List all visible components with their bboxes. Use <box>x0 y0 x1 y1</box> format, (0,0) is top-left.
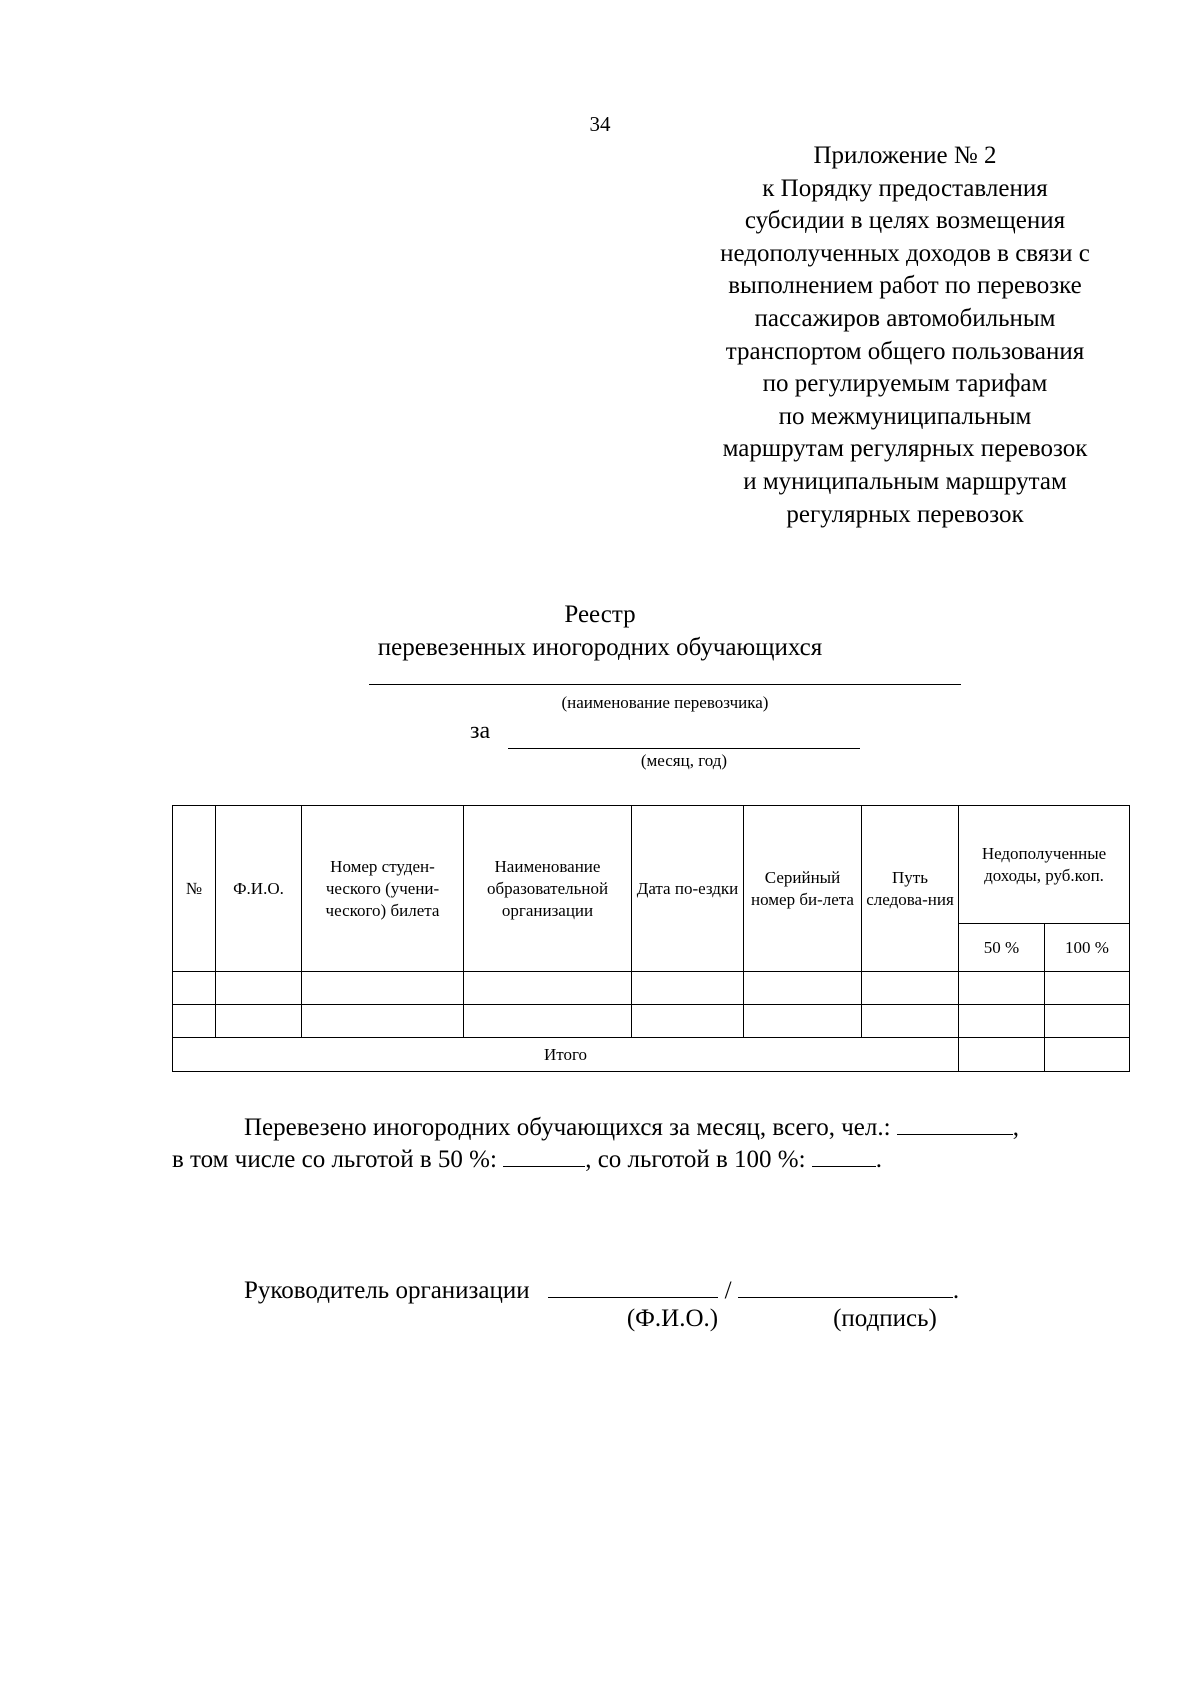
signature-line <box>244 1275 959 1305</box>
table-cell[interactable] <box>173 972 216 1005</box>
registry-table <box>172 805 1130 1072</box>
period-label: за <box>470 718 491 744</box>
table-cell[interactable] <box>862 1005 959 1038</box>
table-header-row <box>173 806 1130 924</box>
appendix-line: к Порядку предоставления <box>762 174 1048 202</box>
summary-line-2 <box>172 1144 1129 1176</box>
page-number: 34 <box>589 112 611 136</box>
fio-blank[interactable] <box>548 1275 718 1298</box>
summary-comma: , <box>1012 1114 1020 1141</box>
signature-label: Руководитель организации <box>244 1277 530 1304</box>
summary-period: . <box>875 1146 883 1173</box>
table-cell[interactable] <box>173 1005 216 1038</box>
total-count-blank[interactable] <box>897 1112 1013 1135</box>
count-50-blank[interactable] <box>503 1144 585 1167</box>
header-fio: Ф.И.О. <box>216 806 302 972</box>
table-cell[interactable] <box>632 1005 744 1038</box>
fio-caption: (Ф.И.О.) <box>626 1305 719 1332</box>
sign-blank[interactable] <box>738 1275 953 1298</box>
appendix-line: пассажиров автомобильным <box>754 304 1056 332</box>
header-date: Дата по-ездки <box>632 806 744 972</box>
appendix-block <box>670 140 1140 531</box>
appendix-line: выполнением работ по перевозке <box>728 272 1082 300</box>
table-cell[interactable] <box>632 972 744 1005</box>
carrier-caption: (наименование перевозчика) <box>561 693 769 712</box>
carrier-name-blank[interactable] <box>369 684 961 685</box>
header-route: Путь следова-ния <box>862 806 959 972</box>
title-line-2: перевезенных иногородних обучающихся <box>377 634 823 661</box>
appendix-line: по межмуниципальным <box>778 402 1032 430</box>
total-50-cell[interactable] <box>959 1038 1045 1072</box>
header-100: 100 % <box>1045 924 1130 972</box>
table-cell[interactable] <box>744 972 862 1005</box>
table-cell[interactable] <box>959 1005 1045 1038</box>
period-caption: (месяц, год) <box>640 751 728 770</box>
summary-block <box>172 1112 1129 1176</box>
header-ticket: Номер студен-ческого (учени-ческого) билета <box>302 806 464 972</box>
count-100-blank[interactable] <box>812 1144 876 1167</box>
total-label: Итого <box>173 1038 959 1072</box>
summary-100-text: , со льготой в 100 %: <box>585 1146 812 1173</box>
period-blank[interactable] <box>508 748 860 749</box>
summary-total-text: Перевезено иногородних обучающихся за месяц, всего, чел.: <box>244 1114 897 1141</box>
appendix-line: транспортом общего пользования <box>725 337 1085 365</box>
header-50: 50 % <box>959 924 1045 972</box>
appendix-line: субсидии в целях возмещения <box>744 207 1066 235</box>
total-100-cell[interactable] <box>1045 1038 1130 1072</box>
appendix-line: по регулируемым тарифам <box>762 370 1048 398</box>
header-num: № <box>173 806 216 972</box>
header-org: Наименование образовательной организации <box>464 806 632 972</box>
table-cell[interactable] <box>744 1005 862 1038</box>
table-cell[interactable] <box>302 972 464 1005</box>
table-cell[interactable] <box>1045 972 1130 1005</box>
table-cell[interactable] <box>216 1005 302 1038</box>
table-cell[interactable] <box>464 1005 632 1038</box>
table-row <box>173 1005 1130 1038</box>
summary-line-1 <box>172 1112 1129 1144</box>
header-serial: Серийный номер би-лета <box>744 806 862 972</box>
appendix-line: и муниципальным маршрутам <box>743 467 1067 495</box>
table-total-row <box>173 1038 1130 1072</box>
appendix-line: регулярных перевозок <box>786 500 1024 528</box>
table-cell[interactable] <box>1045 1005 1130 1038</box>
appendix-line: Приложение № 2 <box>813 142 997 169</box>
table-cell[interactable] <box>464 972 632 1005</box>
summary-50-text: в том числе со льготой в 50 %: <box>172 1146 504 1173</box>
title-line-1: Реестр <box>564 601 636 628</box>
table-cell[interactable] <box>959 972 1045 1005</box>
appendix-line: недополученных доходов в связи с <box>720 239 1090 267</box>
table-row <box>173 972 1130 1005</box>
table-cell[interactable] <box>216 972 302 1005</box>
table-cell[interactable] <box>302 1005 464 1038</box>
header-income: Недополученные доходы, руб.коп. <box>959 806 1130 924</box>
sign-caption: (подпись) <box>833 1305 937 1332</box>
signature-separator: / <box>724 1277 732 1304</box>
table-cell[interactable] <box>862 972 959 1005</box>
document-title <box>0 598 1200 664</box>
appendix-line: маршрутам регулярных перевозок <box>722 435 1088 463</box>
signature-end: . <box>952 1277 960 1304</box>
